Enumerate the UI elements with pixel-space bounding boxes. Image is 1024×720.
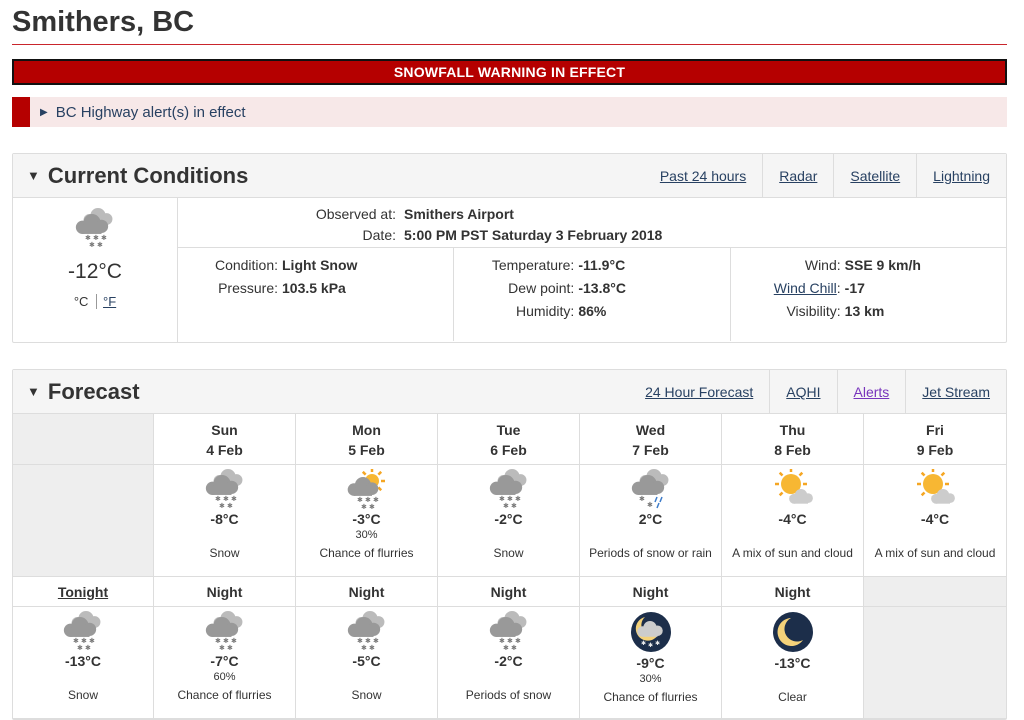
night-temp: -7°C [210, 653, 239, 669]
jet-stream-link[interactable]: Jet Stream [905, 370, 1006, 414]
day-summary: Snow [209, 546, 240, 560]
night-header [580, 577, 722, 607]
day-date: 5 Feb [348, 442, 385, 458]
night-pop [722, 673, 863, 687]
svg-text:✱: ✱ [226, 644, 233, 651]
day-header [154, 414, 296, 465]
day-summary: Snow [493, 546, 524, 560]
lightning-link[interactable]: Lightning [916, 154, 1006, 198]
night-forecast-cell[interactable] [296, 607, 438, 719]
night-summary: Snow [351, 688, 382, 702]
day-date: 7 Feb [632, 442, 669, 458]
radar-link[interactable]: Radar [762, 154, 833, 198]
svg-text:✱: ✱ [230, 637, 237, 645]
day-forecast-cell[interactable] [722, 465, 864, 577]
svg-text:✱: ✱ [360, 503, 367, 509]
day-pop [438, 529, 579, 543]
current-conditions-title[interactable] [27, 163, 248, 189]
forecast-title-text: Forecast [47, 378, 140, 404]
svg-text:✱: ✱ [510, 502, 517, 509]
dewpoint-label: Dew point: [508, 280, 575, 296]
day-summary: Periods of snow or rain [589, 546, 712, 560]
svg-text:✱: ✱ [640, 641, 646, 647]
condition-value: Light Snow [282, 257, 358, 273]
snow-icon [296, 611, 437, 651]
collapse-caret-icon[interactable]: ▼ [27, 167, 40, 183]
forecast-panel [12, 369, 1007, 720]
night-temp: -13°C [65, 653, 101, 669]
day-name: Mon [352, 422, 381, 438]
wind-label: Wind: [804, 257, 841, 273]
light-snow-icon [13, 208, 177, 248]
night-header [296, 577, 438, 607]
snow-icon [13, 611, 153, 651]
night-header [154, 577, 296, 607]
svg-text:✱: ✱ [214, 495, 221, 503]
dewpoint-value: -13.8°C [578, 280, 626, 296]
celsius-unit: °C [73, 294, 89, 309]
night-forecast-cell[interactable] [154, 607, 296, 719]
svg-text:✱: ✱ [372, 496, 379, 504]
night-summary: Periods of snow [465, 688, 552, 702]
grid-spacer [13, 465, 154, 577]
day-date: 6 Feb [490, 442, 527, 458]
pressure-label: Pressure: [218, 280, 278, 296]
day-date: 9 Feb [916, 442, 954, 458]
svg-text:✱: ✱ [360, 644, 367, 651]
temperature-label: Temperature: [491, 257, 575, 273]
day-pop [154, 529, 295, 543]
day-pop: 30% [355, 529, 378, 541]
svg-text:✱: ✱ [647, 643, 653, 649]
night-snow-icon [580, 611, 721, 653]
svg-text:✱: ✱ [356, 496, 363, 504]
tonight-link[interactable]: Tonight [57, 584, 109, 600]
night-label: Night [348, 584, 385, 600]
aqhi-link[interactable]: AQHI [769, 370, 836, 414]
day-forecast-cell[interactable] [580, 465, 722, 577]
current-summary [13, 198, 178, 342]
grid-filler [864, 607, 1006, 719]
sun-snow-icon [296, 469, 437, 509]
satellite-link[interactable]: Satellite [833, 154, 916, 198]
night-label: Night [206, 584, 243, 600]
snowfall-warning-banner[interactable]: SNOWFALL WARNING IN EFFECT [12, 59, 1007, 85]
svg-text:✱: ✱ [214, 637, 221, 645]
expand-triangle-icon[interactable]: ▶ [40, 106, 48, 118]
night-summary: Clear [778, 690, 807, 704]
night-temp: -9°C [636, 655, 665, 671]
day-temp: -4°C [778, 511, 807, 527]
svg-text:✱: ✱ [77, 644, 83, 651]
day-forecast-cell[interactable] [864, 465, 1006, 577]
past-24-hours-link[interactable]: Past 24 hours [659, 168, 747, 184]
day-header [438, 414, 580, 465]
day-summary: A mix of sun and cloud [732, 546, 853, 560]
moon-icon [722, 611, 863, 653]
svg-text:✱: ✱ [218, 644, 225, 651]
night-pop: 30% [639, 673, 662, 685]
night-label: Night [774, 584, 811, 600]
temperature-column [453, 248, 729, 341]
fahrenheit-link[interactable]: °F [96, 294, 116, 309]
forecast-grid [13, 414, 1006, 719]
svg-text:✱: ✱ [646, 502, 653, 509]
night-summary: Chance of flurries [177, 688, 272, 702]
svg-text:✱: ✱ [510, 644, 517, 651]
alerts-link[interactable]: Alerts [837, 370, 906, 414]
day-name: Tue [496, 422, 521, 438]
conditions-column [178, 248, 453, 341]
day-name: Wed [635, 422, 666, 438]
svg-text:✱: ✱ [222, 495, 229, 503]
svg-text:✱: ✱ [506, 637, 513, 645]
svg-text:✱: ✱ [101, 234, 107, 242]
svg-text:✱: ✱ [226, 502, 233, 509]
condition-label: Condition: [214, 257, 278, 273]
forecast-title[interactable] [27, 379, 140, 405]
day-header [722, 414, 864, 465]
forecast-links [629, 370, 1006, 414]
day-temp: -2°C [494, 511, 523, 527]
night-label: Night [632, 584, 669, 600]
wind-chill-value: -17 [844, 280, 865, 296]
svg-text:✱: ✱ [372, 637, 379, 645]
svg-text:✱: ✱ [368, 503, 375, 509]
humidity-label: Humidity: [515, 303, 575, 319]
svg-text:✱: ✱ [638, 496, 645, 503]
night-pop [296, 671, 437, 685]
svg-text:✱: ✱ [97, 241, 103, 248]
24-hour-forecast-link[interactable]: 24 Hour Forecast [645, 384, 754, 400]
day-temp: -3°C [352, 511, 381, 527]
collapse-caret-icon[interactable]: ▼ [27, 383, 40, 399]
svg-text:✱: ✱ [502, 644, 509, 651]
svg-text:✱: ✱ [514, 637, 521, 645]
observed-at-label: Observed at: [315, 206, 396, 222]
night-forecast-cell[interactable] [722, 607, 864, 719]
current-temperature: -12°C [68, 260, 122, 283]
svg-text:✱: ✱ [654, 641, 660, 647]
night-summary: Chance of flurries [603, 690, 698, 704]
temperature-value: -11.9°C [578, 257, 626, 273]
day-header [580, 414, 722, 465]
pressure-value: 103.5 kPa [282, 280, 346, 296]
night-temp: -5°C [352, 653, 381, 669]
observed-at-value: Smithers Airport [404, 206, 514, 222]
day-forecast-cell[interactable] [154, 465, 296, 577]
day-pop [722, 529, 863, 543]
svg-text:✱: ✱ [368, 644, 375, 651]
svg-text:✱: ✱ [230, 495, 237, 503]
svg-text:✱: ✱ [498, 495, 505, 503]
night-header [722, 577, 864, 607]
svg-text:✱: ✱ [498, 637, 505, 645]
day-forecast-cell[interactable] [296, 465, 438, 577]
grid-filler [864, 577, 1006, 607]
date-label: Date: [362, 227, 396, 243]
humidity-value: 86% [578, 303, 607, 319]
day-date: 8 Feb [774, 442, 811, 458]
sun-cloud-icon [722, 469, 863, 509]
visibility-value: 13 km [844, 303, 885, 319]
svg-text:✱: ✱ [89, 241, 95, 248]
snow-icon [438, 469, 579, 509]
day-name: Fri [926, 422, 944, 438]
snow-icon [154, 469, 295, 509]
day-name: Thu [779, 422, 806, 438]
night-forecast-cell[interactable] [13, 607, 154, 719]
wind-value: SSE 9 km/h [844, 257, 921, 273]
day-date: 4 Feb [206, 442, 243, 458]
night-header[interactable] [13, 577, 154, 607]
wind-chill-link[interactable]: Wind Chill [773, 280, 837, 296]
page-title: Smithers, BC [12, 0, 1007, 45]
svg-text:✱: ✱ [218, 502, 225, 509]
day-forecast-cell[interactable] [438, 465, 580, 577]
svg-text:✱: ✱ [364, 637, 371, 645]
day-temp: -4°C [920, 511, 950, 527]
snow-rain-icon [580, 469, 721, 509]
svg-text:✱: ✱ [89, 637, 95, 645]
svg-text:✱: ✱ [93, 234, 99, 242]
svg-text:✱: ✱ [506, 495, 513, 503]
svg-text:✱: ✱ [222, 637, 229, 645]
current-conditions-title-text: Current Conditions [47, 162, 249, 188]
night-summary: Snow [67, 688, 99, 702]
unit-toggle [13, 294, 177, 309]
svg-text:✱: ✱ [502, 502, 509, 509]
night-pop [438, 671, 579, 685]
svg-text:✱: ✱ [73, 637, 79, 645]
highway-alert-link[interactable]: BC Highway alert(s) in effect [55, 103, 246, 121]
svg-text:✱: ✱ [81, 637, 87, 645]
grid-corner [13, 414, 154, 465]
day-name: Sun [211, 422, 238, 438]
night-forecast-cell[interactable] [580, 607, 722, 719]
night-label: Night [490, 584, 527, 600]
day-pop [580, 529, 721, 543]
snow-icon [154, 611, 295, 651]
visibility-label: Visibility: [786, 303, 841, 319]
highway-alert-bar[interactable] [12, 97, 1007, 127]
svg-text:✱: ✱ [85, 644, 91, 651]
night-pop: 60% [213, 671, 236, 683]
day-pop [864, 529, 1006, 543]
day-temp: 2°C [638, 511, 663, 527]
day-header [296, 414, 438, 465]
current-conditions-panel [12, 153, 1007, 343]
current-conditions-header[interactable] [13, 154, 1006, 198]
svg-text:✱: ✱ [514, 495, 521, 503]
wind-column: Wind: SSE 9 km/h Wind Chill: -17 Visibility: 13 km [730, 248, 1006, 341]
night-temp: -13°C [774, 655, 811, 671]
day-header [864, 414, 1006, 465]
sun-cloud-icon [864, 469, 1006, 509]
night-pop [13, 671, 153, 685]
night-temp: -2°C [494, 653, 523, 669]
day-temp: -8°C [210, 511, 239, 527]
svg-text:✱: ✱ [85, 234, 91, 242]
day-summary: A mix of sun and cloud [874, 546, 996, 560]
date-value: 5:00 PM PST Saturday 3 February 2018 [404, 227, 663, 243]
forecast-header[interactable] [13, 370, 1006, 414]
night-header [438, 577, 580, 607]
alert-color-bar [12, 97, 30, 127]
svg-text:✱: ✱ [356, 637, 363, 645]
current-conditions-links [644, 154, 1006, 198]
night-forecast-cell[interactable] [438, 607, 580, 719]
day-summary: Chance of flurries [319, 546, 414, 560]
observation-info [178, 198, 1006, 248]
svg-text:✱: ✱ [364, 496, 371, 504]
snow-icon [438, 611, 579, 651]
